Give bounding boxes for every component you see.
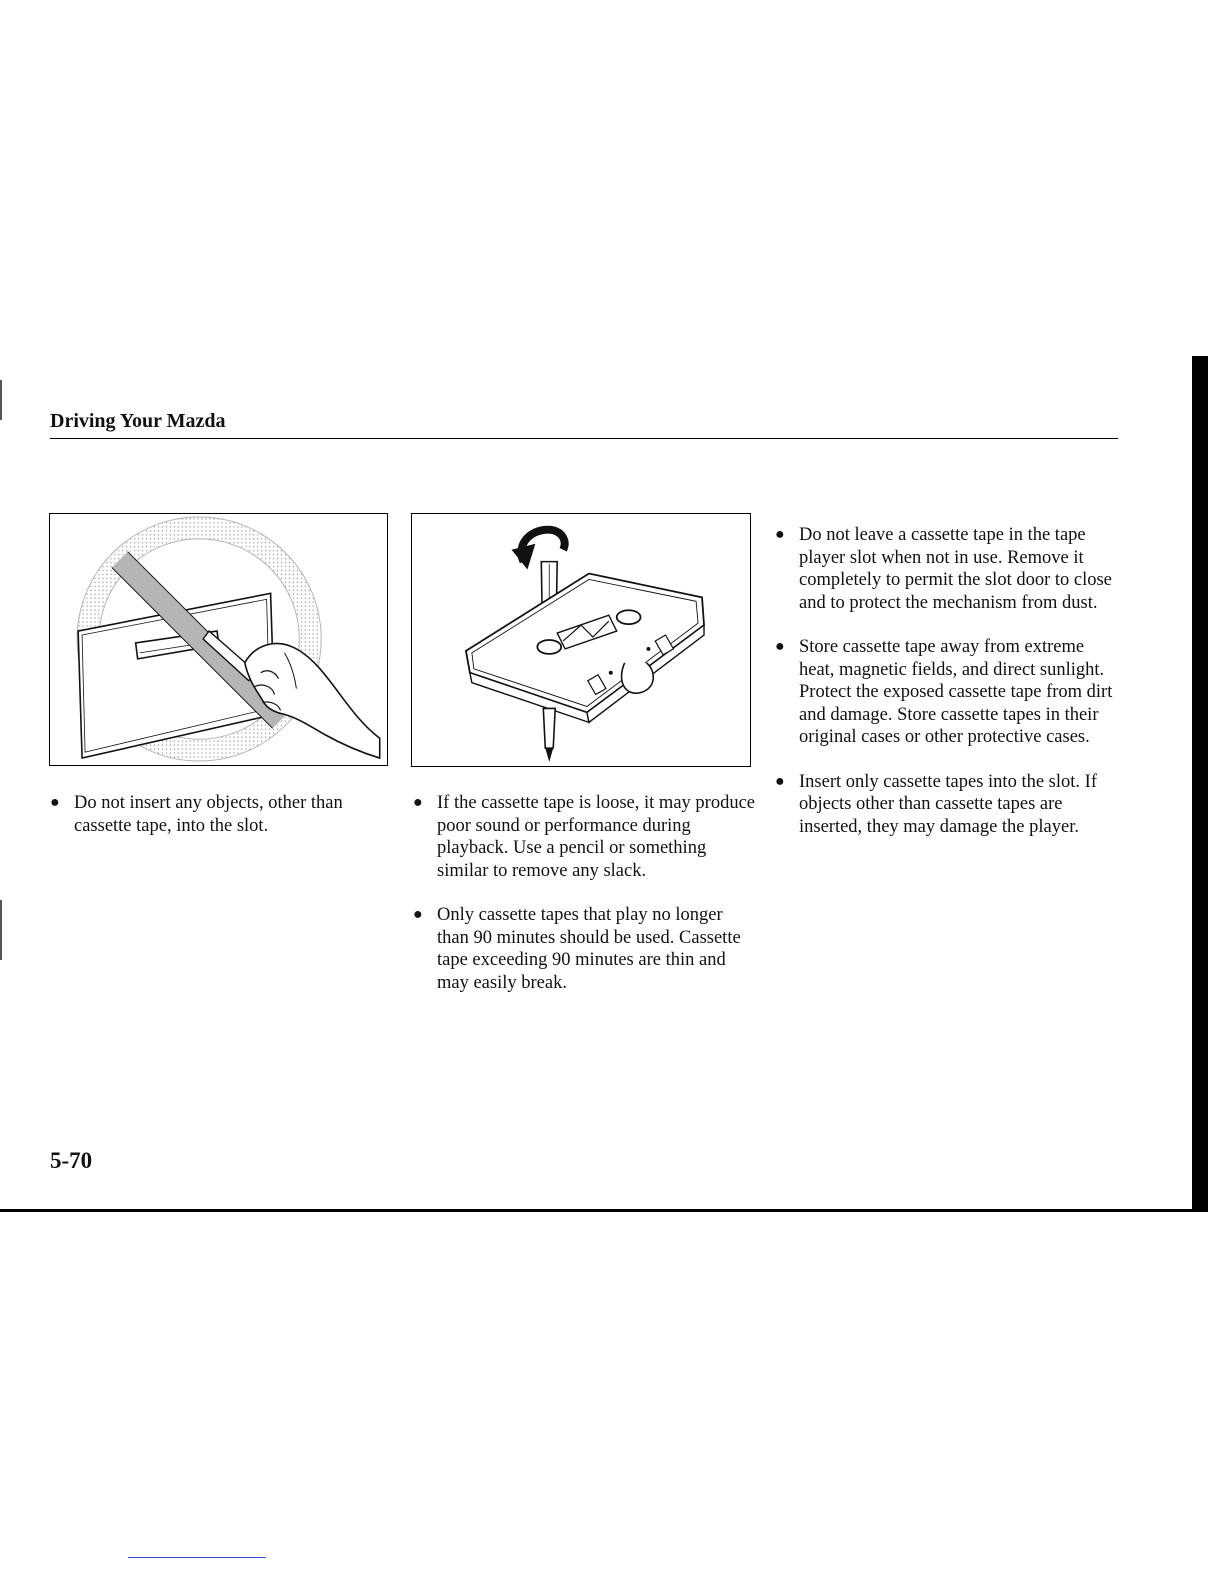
right-column-bullets (775, 524, 1120, 860)
bullet-icon: ● (775, 526, 785, 543)
header-rule (50, 438, 1118, 439)
bullet-icon: ● (50, 794, 60, 811)
slot-warning-figure (49, 513, 388, 766)
bullet-text: Do not leave a cassette tape in the tape player slot when not in use. Remove it completely to permit the slot door to close and to protect the mechanism from dust. (799, 525, 1112, 613)
bullet-text: Insert only cassette tapes into the slot. If objects other than cassette tapes are inserted, they may damage the player. (799, 771, 1097, 837)
list-item (413, 792, 755, 882)
left-edge-tick (0, 380, 2, 420)
list-item (775, 524, 1120, 614)
cassette-pencil-figure (411, 513, 751, 767)
section-title: Driving Your Mazda (50, 410, 226, 432)
list-item (775, 636, 1120, 749)
list-item (775, 771, 1120, 839)
bullet-icon: ● (775, 638, 785, 655)
page-number: 5-70 (50, 1148, 93, 1173)
cassette-pencil-icon (412, 514, 750, 766)
left-edge-tick (0, 900, 2, 960)
bottom-rule (0, 1209, 1208, 1212)
bullet-icon: ● (413, 906, 423, 923)
list-item (50, 792, 380, 837)
left-column-bullets (50, 792, 380, 859)
footer-link-rule (128, 1557, 266, 1558)
middle-column-bullets (413, 792, 755, 1016)
bullet-icon: ● (413, 794, 423, 811)
bullet-text: Store cassette tape away from extreme heat, magnetic fields, and direct sunlight. Protect the exposed cassette tape from dirt and damage. Store cassette tapes in their original cases or other protective cases. (799, 637, 1113, 747)
bullet-text: Do not insert any objects, other than cassette tape, into the slot. (74, 793, 343, 836)
page-edge-bar (1192, 356, 1208, 1212)
bullet-text: If the cassette tape is loose, it may produce poor sound or performance during playback. Use a pencil or something similar to remove any slack. (437, 793, 755, 881)
prohibition-sign-icon (50, 514, 387, 765)
bullet-text: Only cassette tapes that play no longer than 90 minutes should be used. Cassette tape exceeding 90 minutes are thin and may easily break. (437, 905, 741, 993)
bullet-icon: ● (775, 772, 785, 790)
list-item (413, 904, 755, 994)
